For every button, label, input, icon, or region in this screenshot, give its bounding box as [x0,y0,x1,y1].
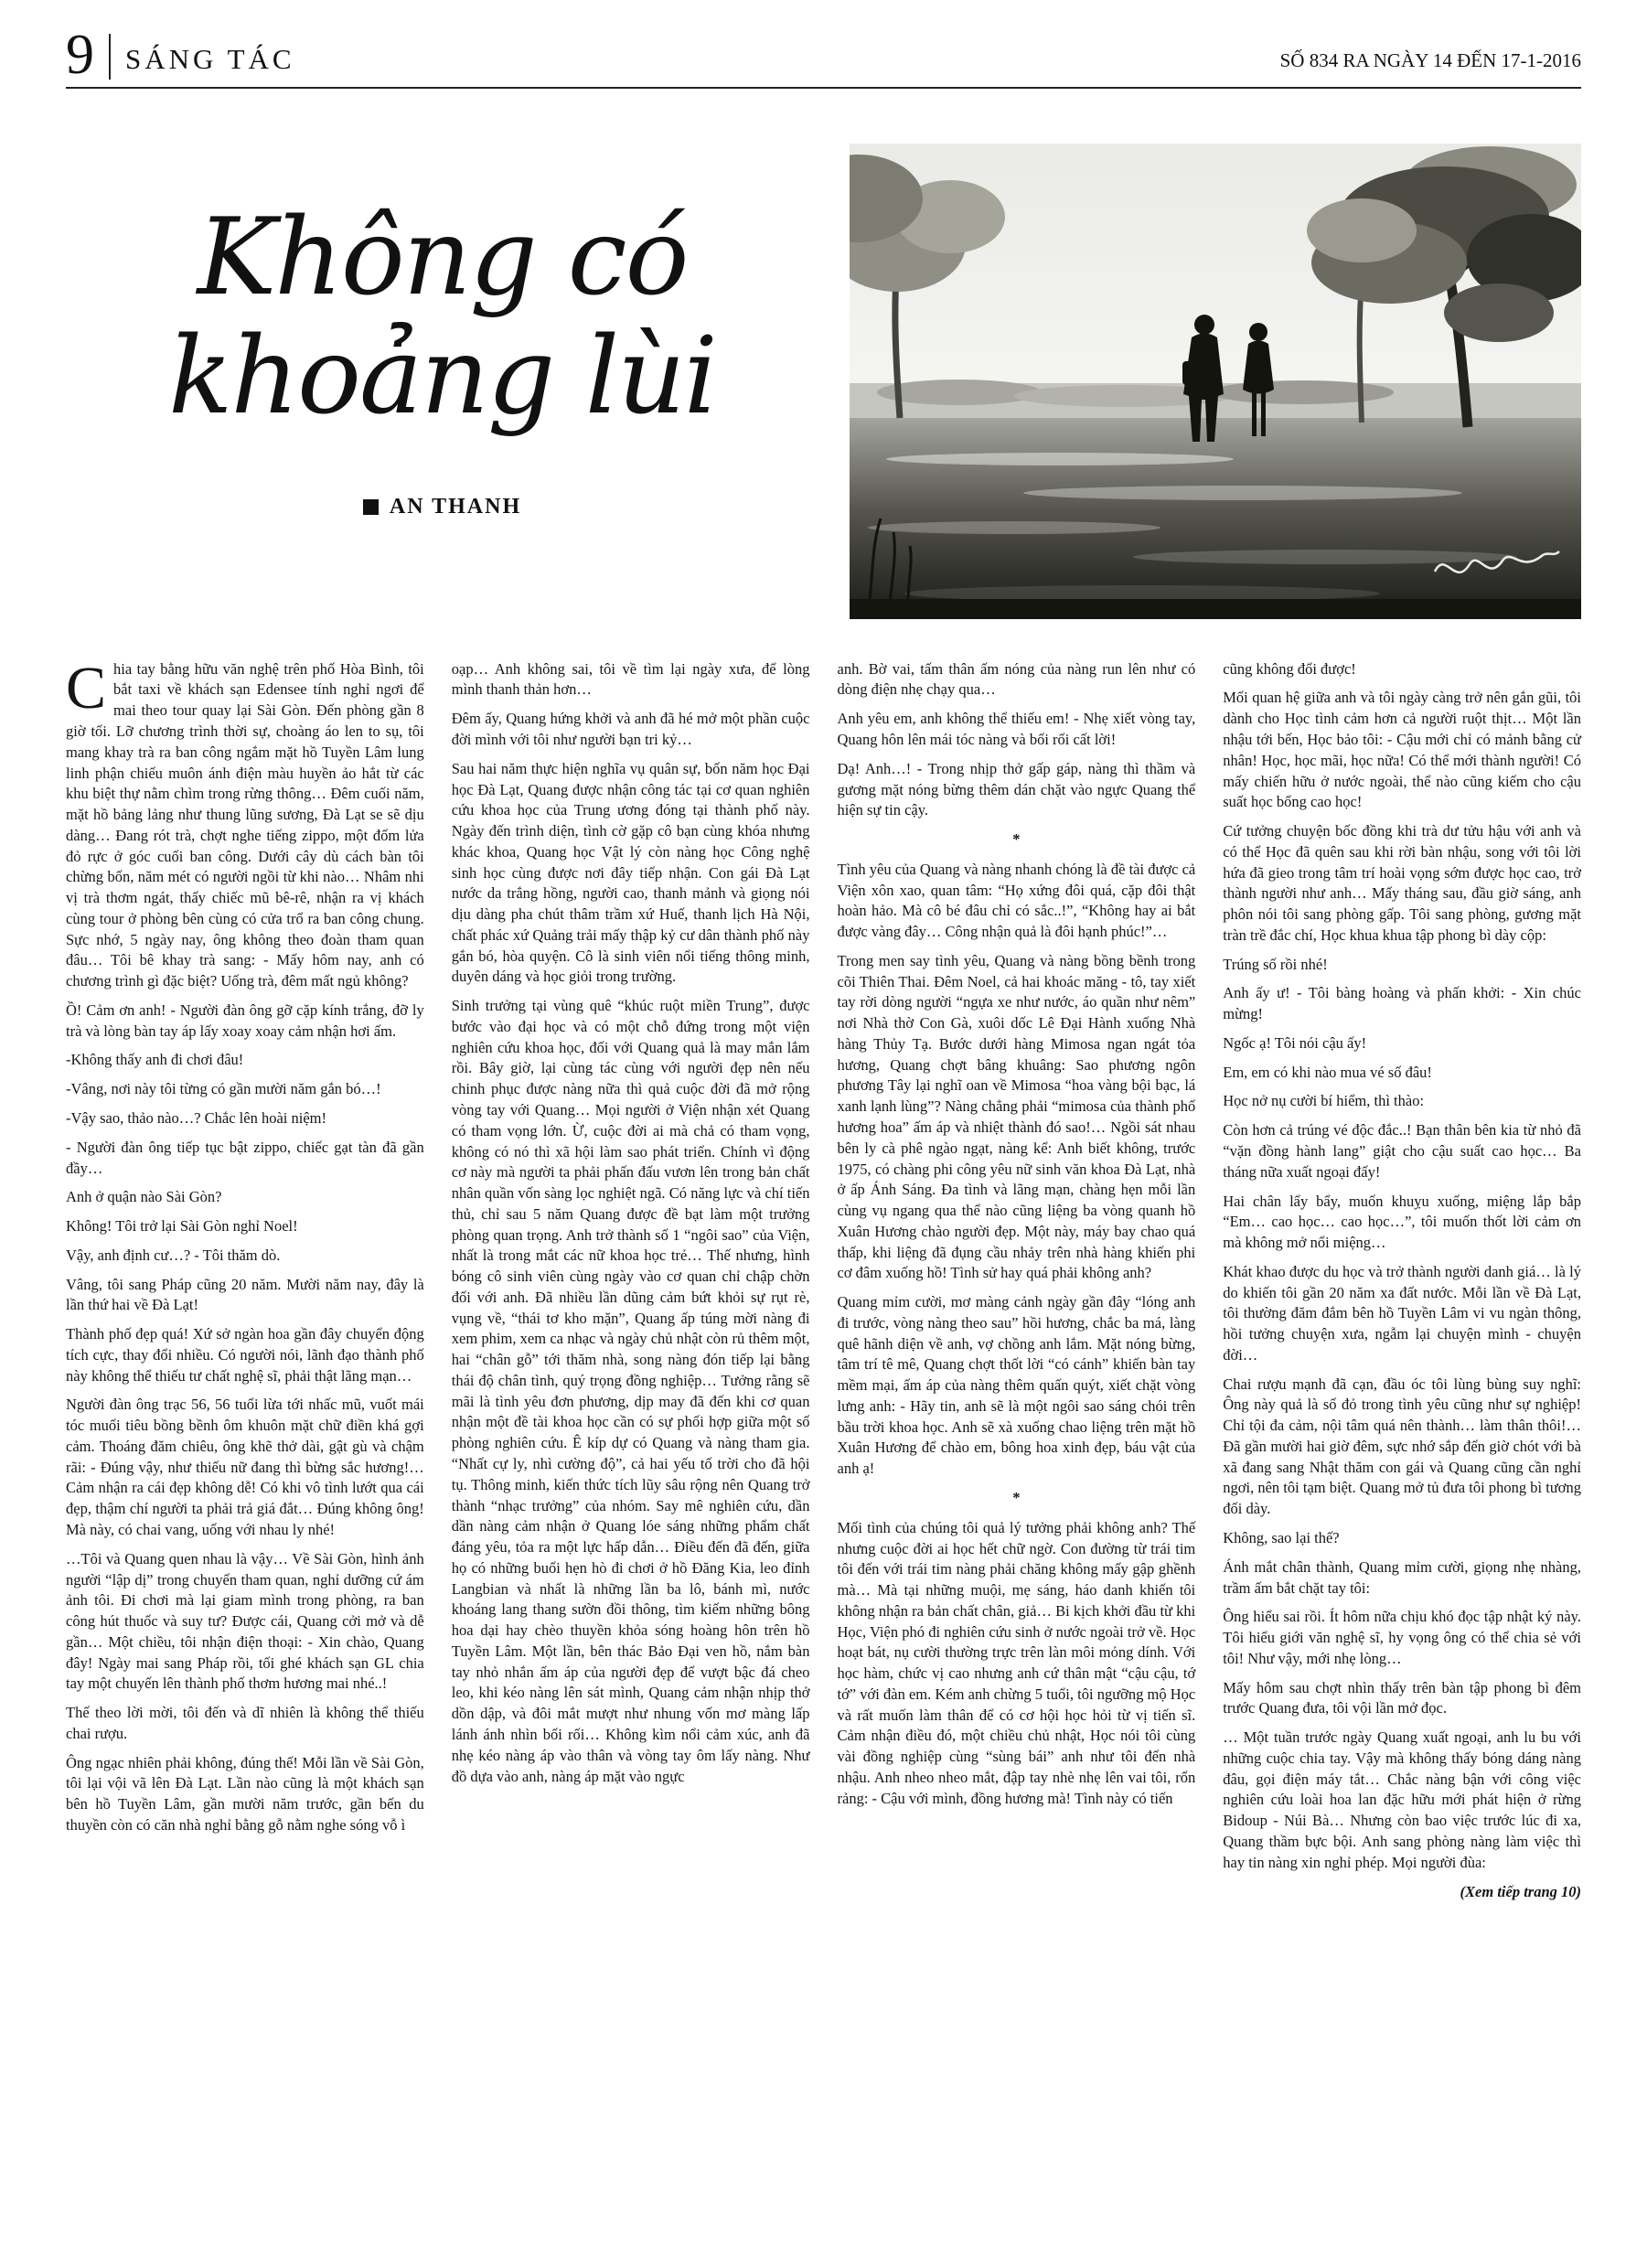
paragraph: Sinh trưởng tại vùng quê “khúc ruột miền Trung”, được bước vào đại học và có một chỗ đứng trong một viện nghiên cứu khoa học, đối với Quang quả là may mắn lắm rồi. Bây giờ, lại cùng tác cùng với người đẹp nên nếu chinh phục được nàng nữa thì quả cuộc đời đã mở rộng vòng tay với Quang… Mọi người ở Viện nhận xét Quang có tham vọng lớn. Ừ, cuộc đời ai mà chả có tham vọng, không có nó thì xã hội làm sao phát triển. Chính vì động cơ này mà người ta phải phấn đấu vươn lên trong bản chất nhân quần vốn sàng lọc nghiệt ngã. Có năng lực và chí tiến thủ, chỉ sau 5 năm Quang được đề bạt làm một trưởng phòng quan trọng. Anh trở thành số 1 “ngôi sao” của Viện, nhất là trong mắt các nữ khoa học trẻ… Thế nhưng, hình bóng cô sinh viên cùng ngày vào cơ quan chỉ chập chờn đối với anh. Đã nhiều lần dũng cảm bứt khỏi sự rụt rè, vụng về, “thái tơ kho mặn”, Quang ấp túng mời nàng đi xem phim, xem ca nhạc và ngày chủ nhật còn rủ thêm một, hai “chân gỗ” tới thăm nhà, song nàng đón tiếp lại bằng thái độ chân tình, quý trọng đồng nghiệp… Tưởng rằng sẽ mãi là tình yêu đơn phương, dịp may đã đến khi cơ quan nhận một đề tài khoa học cần có sự phối hợp giữa một số phòng nghiên cứu. Ê kíp dự có Quang và nàng tham gia. “Nhất cự ly, nhì cường độ”, cả hai yếu tố trời cho đã hội tụ. Thông minh, kiến thức tích lũy sâu rộng nên Quang trở thành “nhạc trưởng” của nhóm. Say mê nghiên cứu, dần dần nàng cảm nhận ở Quang lóe sáng những phẩm chất đáng yêu, tỏa ra một lực hấp dẫn… Điều đến đã đến, giữa họ có những buổi hẹn hò đi chơi ở hồ Đăng Kia, leo đỉnh Langbian và nhất là những lần ba lô, bánh mì, nước khoáng lang thang sườn đồi thông, tìm kiếm những bông hoa dại hay chèo thuyền khỏa sóng hoàng hôn trên hồ Tuyền Lâm. Một lần, bên thác Bảo Đại ven hồ, nắm bàn tay nhỏ nhắn ấm áp của người đẹp để vượt bậc đá cheo leo, khi kéo nàng lên sát mình, Quang cảm nhận nhịp thở dồn dập, và đôi mắt mượt như nhung vốn mơ màng lấp lánh ánh nhìn bối rối… Không kìm nổi cảm xúc, anh đã nhẹ kéo nàng áp vào thân và vòng tay ôm lấy nàng. Như đồ dựa vào anh, nàng áp mặt vào ngực [451,997,810,1785]
header-divider [109,34,111,80]
paragraph: Tình yêu của Quang và nàng nhanh chóng là đề tài được cả Viện xôn xao, quan tâm: “Họ xứng đôi quá, cặp đôi thật hoàn hảo. Mà cô bé đâu chỉ có sắc..!”, “Không hay ai bắt được vàng đây… Công nhận quả là đôi hạnh phúc!”… [837,860,1196,941]
paragraph: Học nở nụ cười bí hiểm, thì thào: [1223,1092,1425,1110]
paragraph: Ông ngạc nhiên phải không, đúng thế! Mỗi lần về Sài Gòn, tôi lại vội vã lên Đà Lạt. Lần nào cũng là một khách sạn bên hồ Tuyền Lâm, gần mười năm trước, gần bến du thuyền còn có căn nhà nghỉ bằng gỗ nằm nghe sóng vỗ ì [66,1753,424,1834]
section-separator: * [1012,830,1021,849]
text-column-2 [452,659,810,1903]
feature-photo [850,144,1581,619]
paragraph: Vâng, tôi sang Pháp cũng 20 năm. Mười năm nay, đây là lần thứ hai về Đà Lạt! [66,1275,424,1314]
paragraph: Sau hai năm thực hiện nghĩa vụ quân sự, bốn năm học Đại học Đà Lạt, Quang được nhận công tác tại cơ quan nghiên cứu khoa học của Trung ương đóng tại thành phố này. Ngày đến trình diện, tình cờ gặp cô bạn cùng khóa nhưng khác khoa, Quang học Vật lý còn nàng học Công nghệ sinh học cùng được nơi đây tiếp nhận. Con gái Đà Lạt nước da trắng hồng, người cao, thanh mảnh và giọng nói dịu dàng pha chút thâm trầm xứ Huế, thanh lịch Hà Nội, chất phác xứ Quảng trải mấy thập kỷ cư dân thành phố này gắn bó, hòa quyện. Cô là sinh viên nổi tiếng thông minh, duyên dáng và học giỏi trong trường. [451,759,810,986]
paragraph: Chai rượu mạnh đã cạn, đầu óc tôi lùng bùng suy nghĩ: Ông này quả là số đỏ trong tình yêu cũng như sự nghiệp! Chỉ tội đa cảm, nội tâm quá nên thành… làm thân thôi!… Đã gần mười hai giờ đêm, sực nhớ sắp đến giờ chót với bà xã đang sang Nhật thăm con gái và Quang cũng cần nghỉ ngơi, nên tôi tạm biệt. Quang mở tủ đưa tôi phong bì tương đối dày. [1223,1375,1581,1518]
paragraph: cũng không đổi được! [1223,659,1356,678]
paragraph: Khát khao được du học và trở thành người danh giá… là lý do khiến tôi gần 20 năm xa đất nước. Mỗi lần về Đà Lạt, tôi thường đăm đắm bên hồ Tuyền Lâm vi vu ngàn thông, hồi tưởng chuyện xưa, ngẫm lại chuyện mình - chuyện đời… [1223,1262,1581,1364]
paragraph: Ồ! Cảm ơn anh! - Người đàn ông gỡ cặp kính trắng, đỡ ly trà và lòng bàn tay áp lấy xoay xoay cảm nhận hơi ấm. [66,1000,424,1040]
title-line-2: khoảng lùi [168,314,716,438]
paragraph: Dạ! Anh…! - Trong nhịp thở gấp gáp, nàng thì thầm và gương mặt nóng bừng thêm dán chặt vào ngực Quang thể hiện sự tin cậy. [837,759,1196,819]
paragraph: Anh ở quận nào Sài Gòn? [66,1188,222,1206]
paragraph: Ánh mắt chân thành, Quang mỉm cười, giọng nhẹ nhàng, trầm ấm bắt chặt tay tôi: [1223,1557,1581,1597]
paragraph: Ông hiểu sai rồi. Ít hôm nữa chịu khó đọc tập nhật ký này. Tôi hiểu giới văn nghệ sĩ, hy vọng ông có thể chia sẻ với tôi! Như vậy, mới nhẹ lòng… [1223,1608,1581,1667]
paragraph: … Một tuần trước ngày Quang xuất ngoại, anh lu bu với những cuộc chia tay. Vậy mà không thấy bóng dáng nàng đâu, gọi điện máy tắt… Chắc nàng bận với công việc nghiên cứu loài hoa lan đặc hữu mới phát hiện ở rừng Bidoup - Núi Bà… Nhưng còn bao việc trước lúc đi xa, Quang thầm bực bội. Anh sang phòng nàng làm việc thì hay tin nàng xin nghỉ phép. Mọi người đùa: [1223,1728,1581,1871]
paragraph: Anh yêu em, anh không thể thiếu em! - Nhẹ xiết vòng tay, Quang hôn lên mái tóc nàng và bối rối cất lời! [837,710,1196,748]
article-title-block [66,144,818,619]
paragraph: - Người đàn ông tiếp tục bật zippo, chiếc gạt tàn đã gần đầy… [66,1138,424,1177]
article-feature [0,89,1647,636]
paragraph: oạp… Anh không sai, tôi về tìm lại ngày xưa, để lòng mình thanh thản hơn… [451,659,810,699]
author-square-icon [363,499,379,515]
issue-info: SỐ 834 RA NGÀY 14 ĐẾN 17-1-2016 [1279,48,1581,71]
text-column-4 [1223,659,1581,1903]
continuation-note: (Xem tiếp trang 10) [1460,1882,1581,1900]
text-column-3 [838,659,1196,1903]
paragraph: Không! Tôi trở lại Sài Gòn nghỉ Noel! [66,1217,298,1236]
section-header [66,24,295,86]
author-name: AN THANH [389,494,522,519]
paragraph: Em, em có khi nào mua vé số đâu! [1223,1063,1432,1081]
paragraph: Mối quan hệ giữa anh và tôi ngày càng trở nên gắn gũi, tôi dành cho Học tình cảm hơn cả người ruột thịt… Một lần nhậu tới bến, Học bảo tôi: - Cậu mới chỉ có mảnh bằng cử nhân! Học, học mãi, học nữa! Có thể mới thành người! Có mấy chiến hữu ở nước ngoài, thể nào cũng kiếm cho cậu suất học bổng cao học! [1223,689,1581,811]
paragraph: -Vâng, nơi này tôi từng có gần mười năm gắn bó…! [66,1080,381,1098]
paragraph: Người đàn ông trạc 56, 56 tuổi lừa tới nhấc mũ, vuốt mái tóc muối tiêu bồng bềnh ôm khuôn mặt chữ điền khá gợi cảm. Thoáng đăm chiêu, ông khẽ thở dài, gật gù và chậm rãi: - Đúng vậy, như thiếu nữ đang thì bừng sắc hương!… Cảm nhận ra cái đẹp không dễ! Có khi vô tình lướt qua cái đẹp, thậm chí người ta phải trả giá đắt… Đúng không ông! Mà này, có chai vang, uống với nhau ly nhé! [66,1396,424,1539]
section-title: SÁNG TÁC [125,42,295,75]
paragraph: Ngốc ạ! Tôi nói cậu ấy! [1223,1033,1367,1052]
paragraph: Thế theo lời mời, tôi đến và dĩ nhiên là không thể thiếu chai rượu. [66,1704,424,1742]
paragraph: Trong men say tình yêu, Quang và nàng bồng bềnh trong cõi Thiên Thai. Đêm Noel, cả hai khoác măng - tô, tay xiết tay rời dòng người “ngựa xe như nước, áo quần như nêm” nơi Nhà thờ Con Gà, xuôi dốc Lê Đại Hành xuống Nhà hàng Thủy Tạ. Bước dưới hàng Mimosa ngan ngát tỏa hương, Quang chợt bâng khuâng: Sao phương ngôn phương Tây lại nghĩ oan về Mimosa “hoa vàng bội bạc, lá xanh lạnh lùng”? Nàng chẳng phải “mimosa của thành phố hương hoa” ấm áp và nhiệt thành đó sao!… Ngồi sát nhau bên ly cà phê ngào ngạt, nàng kể: Anh biết không, trước 1975, có chàng phi công yêu nữ sinh văn khoa Đà Lạt, nhà ở ấp Ánh Sáng. Đa tình và lãng mạn, chàng hẹn mỗi lần cùng vụ ngang qua thể nào cũng liệng ba vòng quanh hồ Xuân Hương chào người đẹp. Một này, máy bay chao quá thấp, khi liệng đã đụng cầu nhảy trên nhà hàng khiến phi cơ đâm xuống hồ! Tình sử hay quá phải không anh? [837,951,1196,1282]
article-title [168,195,716,438]
drop-cap: C [66,654,107,722]
paragraph: Mối tình của chúng tôi quả lý tưởng phải không anh? Thế nhưng cuộc đời ai học hết chữ ngờ. Con đường từ trái tim tôi đến với trái tim nàng phải chăng không mấy gập ghềnh mà… Mà tại những muội, mẹ sáng, háo danh khiến tôi không nhận ra bản chất chân, giả… Bi kịch khởi đầu từ khi Học, Viện phó đi nghiên cứu sinh ở nước ngoài trở về. Học hoạt bát, nụ cười thường trực trên làn môi mỏng dính. Với học hàm, chức vị cao nhưng anh cứ thân mật “cậu cậu, tớ tớ” với đàn em. Kém anh chừng 5 tuổi, tôi ngưỡng mộ Học và rất muốn làm thân để có cơ hội học hỏi từ vị tiến sĩ. Cảm nhận điều đó, một chiều chủ nhật, Học nói tôi cùng vài đồng nghiệp cùng “sùng bái” anh như tôi đến nhà nhậu. Anh nheo nheo mắt, đập tay nhè nhẹ lên vai tôi, rổn rảng: - Cậu với mình, đồng hương mà! Tình này có tiến [837,1518,1196,1807]
page-number: 9 [66,24,94,86]
text-column-1 [66,654,424,1903]
byline [363,495,521,519]
article-columns [0,636,1647,1940]
paragraph: -Vậy sao, thảo nào…? Chắc lên hoài niệm! [66,1109,326,1127]
paragraph: Chia tay bằng hữu văn nghệ trên phố Hòa Bình, tôi bắt taxi về khách sạn Edensee tính nghỉ ngơi để mai theo tour quay lại Sài Gòn. Đến phòng gần 8 giờ tối. Lỡ chương trình thời sự, choàng áo len to sụ, tôi mang khay trà ra ban công ngắm mặt hồ Tuyền Lâm lung linh phận chiếu muôn ánh điện màu huyền ảo hắt từ các khu biệt thự nằm chìm trong rừng thông… Đêm cuối năm, mặt hồ bảng lảng như thung lũng sương, Đà Lạt se sẽ dịu dàng… Đang rót trà, chợt nghe tiếng zippo, một đốm lửa đỏ rực ở góc cuối ban công. Dưới cây dù cách bàn tôi chừng bốn, năm mét có người ngồi từ khi nào… Nhâm nhi vị trà thơm ngát, thấy chiếc mũ bê-rê, nhận ra vị khách cùng tour ở phòng bên cùng có cửa trổ ra ban công chung. Sực nhớ, 5 ngày nay, ông không theo đoàn tham quan đâu… Tôi bê khay trà sang: - Mấy hôm nay, anh có chương trình gì đặc biệt? Uống trà, đêm mất ngủ không? [66,654,424,990]
title-line-1: Không có [197,195,688,319]
paragraph: Vậy, anh định cư…? - Tôi thăm dò. [66,1246,281,1264]
lake-water [850,418,1581,619]
paragraph: Trúng số rồi nhé! [1223,955,1328,973]
paragraph: -Không thấy anh đi chơi đâu! [66,1051,244,1069]
lakeside-couple-illustration [850,144,1581,619]
paragraph: Quang mỉm cười, mơ màng cảnh ngày gần đây “lóng anh đi trước, vòng nàng theo sau” hồi hương, chắc ba má, làng quê hãnh diện về anh, vợ chồng anh lắm. Mặt nóng bừng, tâm trí tê mê, Quang chợt thốt lời “có cánh” khiến bàn tay mềm mại, ấm áp của nàng thêm quấn quýt, xiết chặt vòng lưng anh: - Hãy tin, anh sẽ là một ngôi sao sáng chói trên bầu trời khoa học. Anh sẽ xà xuống chao liệng trên mặt hồ Xuân Hương để chào em, bông hoa xinh đẹp, báu vật của anh ạ! [837,1293,1196,1478]
page-header [0,0,1647,87]
paragraph: Mấy hôm sau chợt nhìn thấy trên bàn tập phong bì đêm trước Quang đưa, tôi vội lần mở đọc. [1223,1678,1581,1717]
paragraph: …Tôi và Quang quen nhau là vậy… Về Sài Gòn, hình ảnh người “lập dị” trong chuyến tham quan, nghỉ dưỡng cứ ám ảnh tôi. Đi chơi mà lại giam mình trong phòng, ra ban công hút thuốc và suy tư? Được cái, Quang cởi mở và dễ gần… Một chiều, tôi nhận điện thoại: - Xin chào, Quang đây! Ngày mai sang Pháp rồi, tối ghé khách sạn GL chia tay một chuyến lên thành phố thơm hương mai nhé..! [66,1549,424,1693]
paragraph: Cứ tưởng chuyện bốc đồng khi trà dư tửu hậu với anh và có thể Học đã quên sau khi rời bàn nhậu, song với tôi lời hứa đã gieo trong tâm trí hoài vọng sớm được học cao, trở thành người như anh… Mấy tháng sau, đầu giờ sáng, anh phôn nói tôi sang phòng gấp. Tôi sang phòng, gương mặt tràn trề đắc chí, Học khua khua tập phong bì dày cộp: [1223,822,1581,944]
paragraph: anh. Bờ vai, tấm thân ấm nóng của nàng run lên như có dòng điện nhẹ chạy qua… [837,659,1196,699]
paragraph: Còn hơn cả trúng vé độc đắc..! Bạn thân bên kia từ nhỏ đã “vặn đồng hành lang” giật cho cậu suất cao học… Ba tháng nữa xuất ngoại đấy! [1223,1121,1581,1181]
paragraph: Thành phố đẹp quá! Xứ sở ngàn hoa gần đây chuyển động tích cực, thay đổi nhiều. Có người nói, lãnh đạo thành phố này không thể thiếu tư chất nghệ sĩ, phải thật lãng mạn… [66,1325,424,1385]
image-bottom-edge [850,599,1581,619]
paragraph: Anh ấy ư! - Tôi bàng hoàng và phấn khởi: - Xin chúc mừng! [1223,984,1581,1023]
section-separator: * [1012,1489,1021,1507]
paragraph: Không, sao lại thế? [1223,1529,1340,1547]
paragraph: Hai chân lẩy bẩy, muốn khuỵu xuống, miệng lắp bắp “Em… cao học… cao học…”, tôi muốn thốt lời cảm ơn mà không mở nổi miệng… [1223,1192,1581,1252]
paragraph: Đêm ấy, Quang hứng khởi và anh đã hé mở một phần cuộc đời mình với tôi như người bạn tri kỷ… [451,710,810,748]
